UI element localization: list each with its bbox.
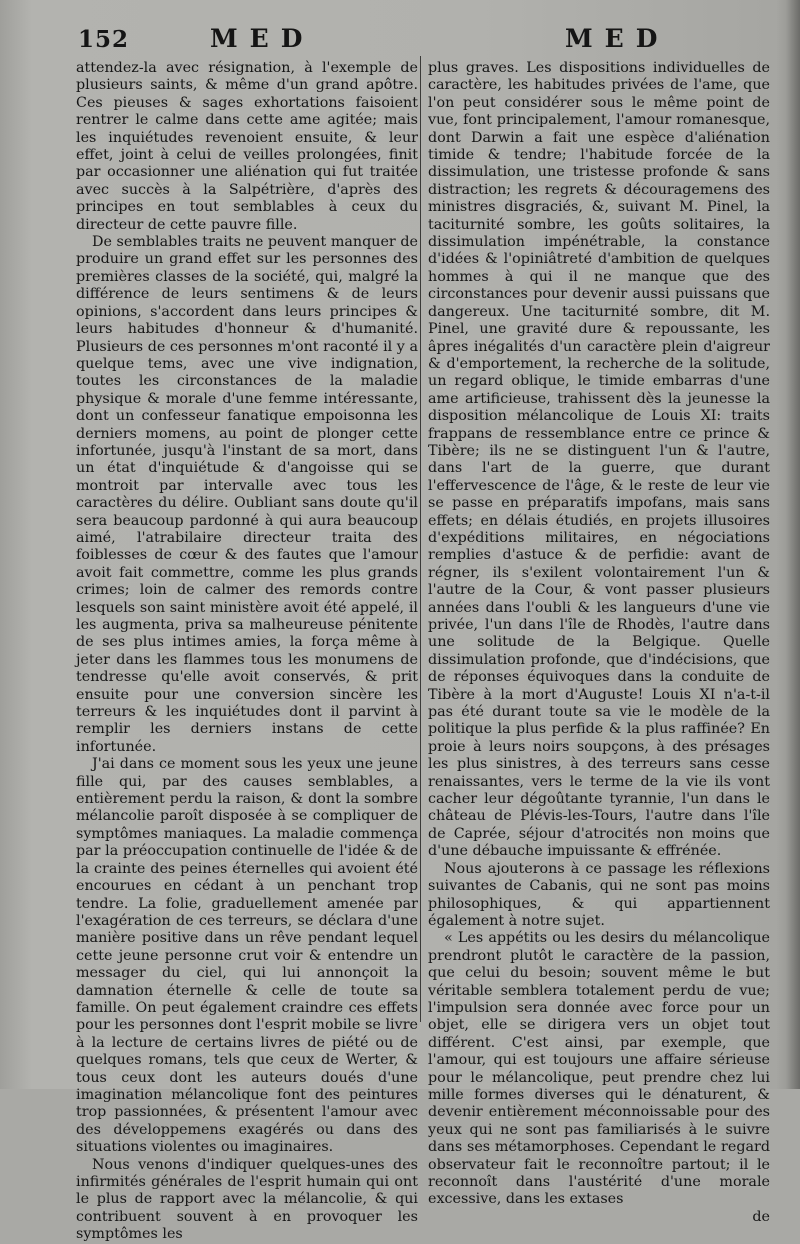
column-divider bbox=[420, 56, 421, 1022]
right-column bbox=[428, 60, 770, 1226]
running-head-left: MED bbox=[210, 24, 315, 53]
paragraph: attendez-la avec résignation, à l'exemple de plusieurs saints, & même d'un grand apôtre. Ces pieuses & sages exhortations faisoient rentrer le calme dans cette ame agitée; mais les inquiétudes revenoient ensuite, & leur effet, joint à celui de veilles prolongées, finit par occasionner une aliénation qui fut traitée avec succès à la Salpétrière, d'après des principes en tout semblables à ceux du directeur de cette pauvre fille. bbox=[76, 60, 418, 233]
paragraph: « Les appétits ou les desirs du mélancolique prendront plutôt le caractère de la passion, que celui du besoin; souvent même le but véritable semblera totalement perdu de vue; l'impulsion sera donnée avec force pour un objet, elle se dirigera vers un objet tout différent. C'est ainsi, par exemple, que l'amour, qui est toujours une affaire sérieuse pour le mélancolique, peut prendre chez lui mille formes diverses qui le dénaturent, & devenir entièrement méconnoissable pour des yeux qui ne sont pas familiarisés à le suivre dans ses métamorphoses. Cependant le regard observateur fait le reconnoître partout; il le reconnoît dans l'austérité d'une morale excessive, dans les extases bbox=[428, 930, 770, 1208]
page-number: 152 bbox=[78, 26, 130, 53]
paragraph: De semblables traits ne peuvent manquer de produire un grand effet sur les personnes des premières classes de la société, qui, malgré la différence de leurs sentimens & de leurs opinions, s'accordent dans leurs principes & leurs habitudes d'honneur & d'humanité. Plusieurs de ces personnes m'ont raconté il y a quelque tems, avec une vive indignation, toutes les circonstances de la maladie physique & morale d'une femme intéressante, dont un confesseur fanatique empoisonna les derniers momens, au point de plonger cette infortunée, jusqu'à l'instant de sa mort, dans un état d'inquiétude & d'angoisse qui se montroit par intervalle avec tous les caractères du délire. Oubliant sans doute qu'il sera beaucoup pardonné à qui aura beaucoup aimé, l'atrabilaire directeur traita des foiblesses de cœur & des fautes que l'amour avoit fait commettre, comme les plus grands crimes; loin de calmer des remords contre lesquels son saint ministère avoit été appelé, il les augmenta, priva sa malheureuse pénitente de ses plus intimes amies, la força même à jeter dans les flammes tous les monumens de tendresse qu'elle avoit conservés, & prit ensuite pour une conversion sincère les terreurs & les inquiétudes dont il parvint à remplir les derniers instans de cette infortunée. bbox=[76, 234, 418, 755]
catchword: de bbox=[752, 1208, 770, 1225]
paragraph: Nous ajouterons à ce passage les réflexions suivantes de Cabanis, qui ne sont pas moins philosophiques, & qui appartiennent également à notre sujet. bbox=[428, 860, 770, 929]
paragraph: J'ai dans ce moment sous les yeux une jeune fille qui, par des causes semblables, a entièrement perdu la raison, & dont la sombre mélancolie paroît disposée à se compliquer de symptômes maniaques. La maladie commença par la préoccupation continuelle de l'idée & de la crainte des peines éternelles qui avoient été encourues en cédant à un penchant trop tendre. La folie, graduellement amenée par l'exagération de ces terreurs, se déclara d'une manière positive dans un rêve pendant lequel cette jeune personne crut voir & entendre un messager du ciel, qui lui annonçoit la damnation éternelle & celle de toute sa famille. On peut également craindre ces effets pour les personnes dont l'esprit mobile se livre à la lecture de certains livres de piété ou de quelques romans, tels que ceux de Werter, & tous ceux dont les auteurs doués d'une imagination mélancolique font des peintures trop passionnées, & présentent l'amour avec des développemens exagérés ou dans des situations violentes ou imaginaires. bbox=[76, 756, 418, 1156]
paragraph: Nous venons d'indiquer quelques-unes des infirmités générales de l'esprit humain qui ont le plus de rapport avec la mélancolie, & qui contribuent souvent à en provoquer les symptômes les bbox=[76, 1156, 418, 1243]
left-column bbox=[76, 60, 418, 1244]
paragraph: plus graves. Les dispositions individuelles de caractère, les habitudes privées de l'ame, que l'on peut considérer sous le même point de vue, font principalement, l'amour romanesque, dont Darwin a fait une espèce d'aliénation timide & tendre; l'habitude forcée de la dissimulation, une tristesse profonde & sans distraction; les regrets & découragemens des ministres disgraciés, &, suivant M. Pinel, la taciturnité sombre, les goûts solitaires, la dissimulation impénétrable, la constance d'idées & l'opiniâtreté d'ambition de quelques hommes à qui il ne manque que des circonstances pour devenir aussi puissans que dangereux. Une taciturnité sombre, dit M. Pinel, une gravité dure & repoussante, les âpres inégalités d'un caractère plein d'aigreur & d'emportement, la recherche de la solitude, un regard oblique, le timide embarras d'une ame artificieuse, trahissent dès la jeunesse la disposition mélancolique de Louis XI: traits frappans de ressemblance entre ce prince & Tibère; ils ne se distinguent l'un & l'autre, dans l'art de la guerre, que durant l'effervescence de l'âge, & le reste de leur vie se passe en préparatifs impofans, mais sans effets; en délais étudiés, en projets illusoires d'expéditions militaires, en négociations remplies d'astuce & de perfidie: avant de régner, ils s'exilent volontairement l'un & l'autre de la Cour, & vont passer plusieurs années dans l'oubli & les langueurs d'une vie privée, l'un dans l'île de Rhodès, l'autre dans une solitude de la Belgique. Quelle dissimulation profonde, que d'indécisions, que de réponses équivoques dans la conduite de Tibère à la mort d'Auguste! Louis XI n'a-t-il pas été durant toute sa vie le modèle de la politique la plus perfide & la plus raffinée? En proie à leurs noirs soupçons, à des présages les plus sinistres, à des terreurs sans cesse renaissantes, vers le terme de la vie ils vont cacher leur dégoûtante tyrannie, l'un dans le château de Plévis-les-Tours, l'autre dans l'île de Caprée, séjour d'atrocités non moins que d'une débauche impuissante & effrénée. bbox=[428, 60, 770, 860]
running-head-right: MED bbox=[565, 24, 670, 53]
